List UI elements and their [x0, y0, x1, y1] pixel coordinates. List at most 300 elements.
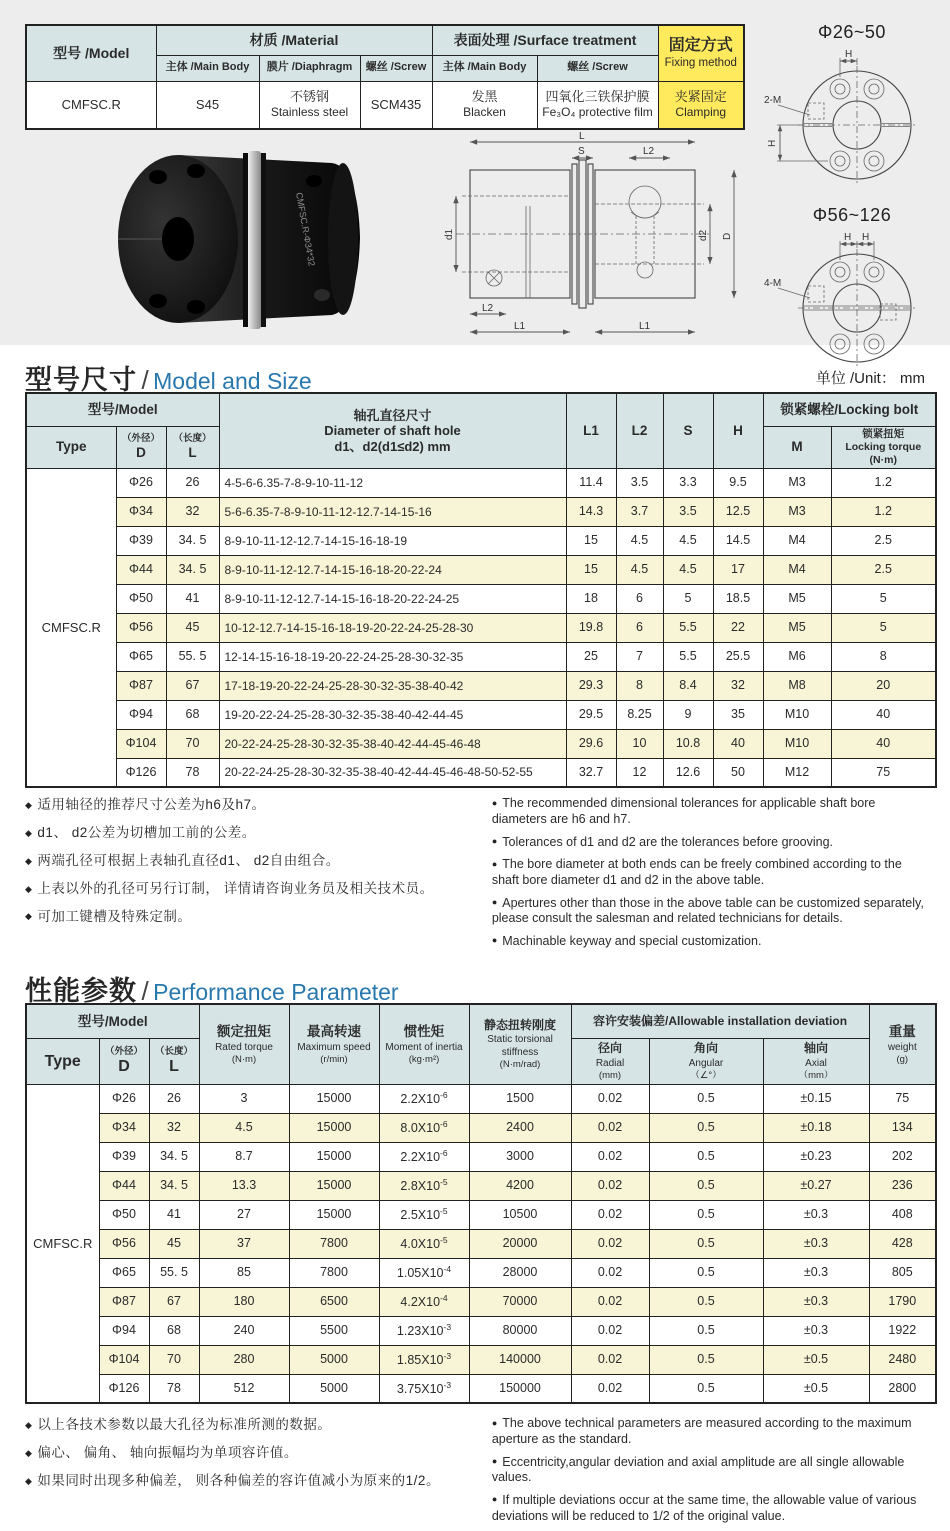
cell-length: 45 [149, 1229, 199, 1258]
cell-radial: 0.02 [571, 1084, 649, 1113]
table-row [26, 729, 936, 758]
cell-max-speed: 15000 [289, 1113, 379, 1142]
cell-rated-torque: 4.5 [199, 1113, 289, 1142]
cell-inertia: $2.8X10^{-5}$ [379, 1171, 469, 1200]
spec-surface-main-value: 发黑 Blacken [432, 81, 537, 129]
table-row [26, 1345, 936, 1374]
cell-radial: 0.02 [571, 1374, 649, 1403]
cell-M: M3 [763, 468, 831, 497]
col-deviation-group: 容许安装偏差/Allowable installation deviation [571, 1004, 869, 1038]
note-item: ● Tolerances of d1 and d2 are the tolerances before grooving. [491, 834, 834, 849]
cell-axial: ±0.5 [763, 1374, 869, 1403]
cell-axial: ±0.3 [763, 1258, 869, 1287]
cell-M: M4 [763, 526, 831, 555]
front-view-small [762, 22, 942, 200]
cell-weight: 134 [869, 1113, 936, 1142]
dim-D: D [722, 232, 733, 240]
cell-stiffness: 20000 [469, 1229, 571, 1258]
cell-L2: 4.5 [616, 526, 663, 555]
cell-locking-torque: 5 [831, 584, 936, 613]
cell-shaft-holes: 8-9-10-11-12-12.7-14-15-16-18-19 [219, 526, 566, 555]
cell-H: 25.5 [713, 642, 763, 671]
cell-shaft-holes: 8-9-10-11-12-12.7-14-15-16-18-20-22-24-25 [219, 584, 566, 613]
cell-angular: 0.5 [649, 1287, 763, 1316]
table-row [26, 497, 936, 526]
cell-inertia: $3.75X10^{-3}$ [379, 1374, 469, 1403]
table-row [26, 468, 936, 497]
col-S: S [663, 393, 713, 468]
table-row [26, 642, 936, 671]
cell-weight: 75 [869, 1084, 936, 1113]
bullet-icon: ◆ [25, 1419, 33, 1430]
table-row [26, 1084, 936, 1113]
dim-L2-top: L2 [643, 146, 655, 157]
cell-M: M5 [763, 584, 831, 613]
cell-H: 22 [713, 613, 763, 642]
cell-outer-diameter: Φ34 [99, 1113, 149, 1142]
bullet-icon: ◆ [25, 911, 33, 922]
col-type: Type [26, 426, 116, 468]
cell-L2: 8 [616, 671, 663, 700]
cell-shaft-holes: 12-14-15-16-18-19-20-22-24-25-28-30-32-35 [219, 642, 566, 671]
unit-label: 单位 /Unit： mm [815, 370, 925, 387]
cell-stiffness: 3000 [469, 1142, 571, 1171]
cell-outer-diameter: Φ94 [116, 700, 166, 729]
note-item: ● Apertures other than those in the above table can be customized separately, please consult the salesman and related technicians for details. [491, 895, 924, 926]
bullet-icon: ◆ [25, 827, 33, 838]
cell-angular: 0.5 [649, 1171, 763, 1200]
cell-L1: 19.8 [566, 613, 616, 642]
cell-L1: 14.3 [566, 497, 616, 526]
heading-en: Model and Size [153, 368, 312, 394]
cell-radial: 0.02 [571, 1229, 649, 1258]
cell-shaft-holes: 8-9-10-11-12-12.7-14-15-16-18-20-22-24 [219, 555, 566, 584]
col-length: （长度） L [166, 426, 219, 468]
table-row [26, 1316, 936, 1345]
spec-subheader-surface-screw: 螺丝 /Screw [537, 55, 658, 81]
table-row [26, 700, 936, 729]
cell-radial: 0.02 [571, 1345, 649, 1374]
cell-M: M3 [763, 497, 831, 526]
cell-max-speed: 15000 [289, 1084, 379, 1113]
cell-inertia: $1.85X10^{-3}$ [379, 1345, 469, 1374]
cell-length: 26 [166, 468, 219, 497]
cell-outer-diameter: Φ104 [116, 729, 166, 758]
cell-inertia: $8.0X10^{-6}$ [379, 1113, 469, 1142]
cell-angular: 0.5 [649, 1229, 763, 1258]
cell-axial: ±0.15 [763, 1084, 869, 1113]
cell-H: 32 [713, 671, 763, 700]
cell-radial: 0.02 [571, 1171, 649, 1200]
cell-shaft-holes: 4-5-6-6.35-7-8-9-10-11-12 [219, 468, 566, 497]
note-item: ● If multiple deviations occur at the same time, the allowable value of various deviations will be reduced to 1/2 of the original value. [491, 1492, 917, 1523]
table-row [26, 1374, 936, 1403]
bullet-icon: ◆ [25, 799, 33, 810]
bullet-icon: ● [491, 1417, 498, 1428]
cell-L1: 15 [566, 526, 616, 555]
dim-L1-left: L1 [514, 321, 526, 332]
cell-L2: 7 [616, 642, 663, 671]
bullet-icon: ● [491, 797, 498, 808]
cell-S: 5 [663, 584, 713, 613]
cell-L2: 3.5 [616, 468, 663, 497]
col-angular: 角向 Angular （∠°） [649, 1038, 763, 1084]
note-item: ◆ 以上各技术参数以最大孔径为标准所测的数据。 [25, 1417, 332, 1433]
cell-L1: 11.4 [566, 468, 616, 497]
cell-outer-diameter: Φ50 [116, 584, 166, 613]
dim-S: S [578, 146, 585, 157]
cell-L1: 29.5 [566, 700, 616, 729]
cell-L1: 29.3 [566, 671, 616, 700]
cell-inertia: $4.2X10^{-4}$ [379, 1287, 469, 1316]
cell-axial: ±0.5 [763, 1345, 869, 1374]
product-photo [100, 133, 400, 350]
cell-inertia: $2.5X10^{-5}$ [379, 1200, 469, 1229]
col-M: M [763, 426, 831, 468]
cell-length: 34. 5 [149, 1171, 199, 1200]
col-rated-torque: 额定扭矩 Rated torque (N·m) [199, 1004, 289, 1084]
cell-S: 9 [663, 700, 713, 729]
size-notes-zh [25, 796, 492, 956]
note-item: ● The bore diameter at both ends can be freely combined according to the shaft bore diameter d1 and d2 in the above table. [491, 857, 902, 887]
cell-locking-torque: 75 [831, 758, 936, 787]
note-item: ● The recommended dimensional tolerances for applicable shaft bore diameters are h6 and h7. [491, 796, 876, 826]
side-view-drawing [438, 128, 758, 349]
cell-L2: 6 [616, 613, 663, 642]
cell-outer-diameter: Φ126 [116, 758, 166, 787]
cell-H: 17 [713, 555, 763, 584]
cell-locking-torque: 8 [831, 642, 936, 671]
cell-max-speed: 15000 [289, 1142, 379, 1171]
fixing-method-label-en: Fixing method [664, 57, 737, 70]
cell-outer-diameter: Φ39 [99, 1142, 149, 1171]
cell-radial: 0.02 [571, 1200, 649, 1229]
cell-length: 32 [149, 1113, 199, 1142]
cell-max-speed: 6500 [289, 1287, 379, 1316]
cell-length: 26 [149, 1084, 199, 1113]
cell-shaft-holes: 19-20-22-24-25-28-30-32-35-38-40-42-44-45 [219, 700, 566, 729]
cell-S: 4.5 [663, 526, 713, 555]
performance-notes-en [492, 1416, 925, 1531]
cell-max-speed: 7800 [289, 1258, 379, 1287]
cell-L1: 25 [566, 642, 616, 671]
cell-stiffness: 1500 [469, 1084, 571, 1113]
cell-weight: 428 [869, 1229, 936, 1258]
cell-shaft-holes: 5-6-6.35-7-8-9-10-11-12-12.7-14-15-16 [219, 497, 566, 526]
cell-S: 4.5 [663, 555, 713, 584]
col-L2: L2 [616, 393, 663, 468]
model-type-cell: CMFSC.R [26, 1084, 99, 1403]
performance-notes [25, 1416, 925, 1531]
cell-locking-torque: 40 [831, 700, 936, 729]
cell-outer-diameter: Φ50 [99, 1200, 149, 1229]
note-item: ◆ 可加工键槽及特殊定制。 [25, 908, 192, 924]
performance-notes-zh [25, 1416, 492, 1531]
table-row [26, 1229, 936, 1258]
cell-outer-diameter: Φ56 [99, 1229, 149, 1258]
bullet-icon: ● [491, 897, 498, 907]
cell-L1: 18 [566, 584, 616, 613]
cell-L2: 12 [616, 758, 663, 787]
cell-rated-torque: 180 [199, 1287, 289, 1316]
cell-length: 70 [149, 1345, 199, 1374]
cell-outer-diameter: Φ39 [116, 526, 166, 555]
note-item: ◆ 适用轴径的推荐尺寸公差为h6及h7。 [25, 797, 266, 813]
cell-inertia: $2.2X10^{-6}$ [379, 1084, 469, 1113]
spec-fixing-value: 夹紧固定 Clamping [658, 81, 744, 129]
cell-rated-torque: 512 [199, 1374, 289, 1403]
col-outer-diameter: （外径） D [116, 426, 166, 468]
table-row [26, 1142, 936, 1171]
cell-stiffness: 140000 [469, 1345, 571, 1374]
cell-axial: ±0.18 [763, 1113, 869, 1142]
col-inertia: 惯性矩 Moment of inertia (kg·m²) [379, 1004, 469, 1084]
cell-max-speed: 5000 [289, 1374, 379, 1403]
cell-max-speed: 5000 [289, 1345, 379, 1374]
cell-L1: 15 [566, 555, 616, 584]
bullet-icon: ● [491, 1456, 498, 1467]
cell-H: 50 [713, 758, 763, 787]
note-item: ● Machinable keyway and special customization. [491, 933, 762, 948]
model-size-heading [25, 345, 925, 395]
cell-rated-torque: 8.7 [199, 1142, 289, 1171]
spec-subheader-main-body: 主体 /Main Body [156, 55, 259, 81]
note-item: ◆ 偏心、 偏角、 轴向振幅均为单项容许值。 [25, 1445, 298, 1461]
bullet-icon: ◆ [25, 855, 33, 866]
fixing-method-label-zh: 固定方式 [668, 37, 733, 55]
cell-length: 45 [166, 613, 219, 642]
cell-outer-diameter: Φ65 [116, 642, 166, 671]
table-row [26, 1200, 936, 1229]
col-weight: 重量 weight (g) [869, 1004, 936, 1084]
spec-diaphragm-value: 不锈钢 Stainless steel [259, 81, 360, 129]
cell-rated-torque: 13.3 [199, 1171, 289, 1200]
cell-locking-torque: 1.2 [831, 497, 936, 526]
col-model-group: 型号/Model [26, 1004, 199, 1038]
cell-M: M10 [763, 729, 831, 758]
cell-shaft-holes: 20-22-24-25-28-30-32-35-38-40-42-44-45-46-48-50-52-55 [219, 758, 566, 787]
col-max-speed: 最高转速 Maximum speed (r/min) [289, 1004, 379, 1084]
table-row [26, 1287, 936, 1316]
cell-angular: 0.5 [649, 1200, 763, 1229]
col-L1: L1 [566, 393, 616, 468]
cell-length: 78 [149, 1374, 199, 1403]
cell-outer-diameter: Φ94 [99, 1316, 149, 1345]
cell-L1: 29.6 [566, 729, 616, 758]
spec-subheader-diaphragm: 膜片 /Diaphragm [259, 55, 360, 81]
col-shaft-hole: 轴孔直径尺寸 Diameter of shaft hole d1、d2(d1≤d2) mm [219, 393, 566, 468]
cell-axial: ±0.3 [763, 1287, 869, 1316]
cell-rated-torque: 27 [199, 1200, 289, 1229]
heading-slash: / [141, 976, 149, 1007]
col-axial: 轴向 Axial （mm） [763, 1038, 869, 1084]
cell-outer-diameter: Φ87 [116, 671, 166, 700]
cell-inertia: $4.0X10^{-5}$ [379, 1229, 469, 1258]
cell-angular: 0.5 [649, 1316, 763, 1345]
heading-en: Performance Parameter [153, 979, 399, 1006]
spec-main-body-value: S45 [156, 81, 259, 129]
heading-zh: 型号尺寸 [25, 365, 137, 395]
cell-H: 9.5 [713, 468, 763, 497]
col-type: Type [26, 1038, 99, 1084]
cell-length: 55. 5 [166, 642, 219, 671]
heading-slash: / [141, 365, 149, 395]
cell-radial: 0.02 [571, 1113, 649, 1142]
cell-stiffness: 70000 [469, 1287, 571, 1316]
cell-angular: 0.5 [649, 1258, 763, 1287]
cell-outer-diameter: Φ34 [116, 497, 166, 526]
cell-radial: 0.02 [571, 1287, 649, 1316]
spec-surface-header: 表面处理 /Surface treatment [432, 25, 658, 55]
cell-length: 41 [149, 1200, 199, 1229]
cell-outer-diameter: Φ44 [116, 555, 166, 584]
cell-weight: 2480 [869, 1345, 936, 1374]
cell-length: 70 [166, 729, 219, 758]
cell-L2: 10 [616, 729, 663, 758]
note-item: ● The above technical parameters are measured according to the maximum aperture as the standard. [491, 1416, 912, 1446]
spec-fixing-header [658, 25, 744, 81]
top-section [0, 0, 950, 345]
performance-heading [25, 956, 925, 1007]
cell-length: 68 [149, 1316, 199, 1345]
cell-H: 18.5 [713, 584, 763, 613]
dim-H-left: H [767, 139, 778, 147]
cell-length: 32 [166, 497, 219, 526]
cell-M: M4 [763, 555, 831, 584]
table-row [26, 526, 936, 555]
cell-shaft-holes: 10-12-12.7-14-15-16-18-19-20-22-24-25-28-30 [219, 613, 566, 642]
cell-angular: 0.5 [649, 1374, 763, 1403]
cell-L1: 32.7 [566, 758, 616, 787]
col-locking-torque: 锁紧扭矩 Locking torque (N·m) [831, 426, 936, 468]
cell-radial: 0.02 [571, 1142, 649, 1171]
cell-angular: 0.5 [649, 1142, 763, 1171]
cell-S: 8.4 [663, 671, 713, 700]
cell-max-speed: 15000 [289, 1171, 379, 1200]
cell-stiffness: 10500 [469, 1200, 571, 1229]
spec-data-row [26, 81, 744, 129]
cell-axial: ±0.27 [763, 1171, 869, 1200]
col-locking-bolt-group: 锁紧螺栓/Locking bolt [763, 393, 936, 426]
cell-weight: 202 [869, 1142, 936, 1171]
dim-L: L [579, 131, 585, 142]
cell-H: 35 [713, 700, 763, 729]
table-row [26, 584, 936, 613]
cell-S: 10.8 [663, 729, 713, 758]
bullet-icon: ◆ [25, 883, 33, 894]
cell-stiffness: 4200 [469, 1171, 571, 1200]
cell-inertia: $1.23X10^{-3}$ [379, 1316, 469, 1345]
cell-stiffness: 80000 [469, 1316, 571, 1345]
cell-locking-torque: 1.2 [831, 468, 936, 497]
spec-table [25, 24, 745, 130]
bolt-count-label: 2-M [764, 95, 782, 106]
note-item: ◆ 两端孔径可根据上表轴孔直径d1、 d2自由组合。 [25, 853, 340, 869]
cell-outer-diameter: Φ87 [99, 1287, 149, 1316]
cell-radial: 0.02 [571, 1258, 649, 1287]
cell-weight: 1922 [869, 1316, 936, 1345]
cell-H: 14.5 [713, 526, 763, 555]
performance-table [25, 1003, 937, 1404]
table-row [26, 1171, 936, 1200]
bullet-icon: ● [491, 858, 498, 869]
bullet-icon: ● [491, 1494, 498, 1505]
dim-d1: d1 [444, 228, 455, 240]
cell-S: 5.5 [663, 613, 713, 642]
cell-M: M6 [763, 642, 831, 671]
cell-L2: 8.25 [616, 700, 663, 729]
cell-M: M5 [763, 613, 831, 642]
cell-stiffness: 2400 [469, 1113, 571, 1142]
model-size-table [25, 392, 937, 788]
cell-inertia: $1.05X10^{-4}$ [379, 1258, 469, 1287]
cell-rated-torque: 280 [199, 1345, 289, 1374]
cell-shaft-holes: 17-18-19-20-22-24-25-28-30-32-35-38-40-42 [219, 671, 566, 700]
spec-material-header: 材质 /Material [156, 25, 432, 55]
cell-weight: 236 [869, 1171, 936, 1200]
cell-axial: ±0.3 [763, 1316, 869, 1345]
dim-L2-bottom: L2 [482, 303, 494, 314]
cell-weight: 2800 [869, 1374, 936, 1403]
cell-axial: ±0.3 [763, 1200, 869, 1229]
cell-length: 41 [166, 584, 219, 613]
cell-locking-torque: 2.5 [831, 526, 936, 555]
table-row [26, 555, 936, 584]
cell-length: 55. 5 [149, 1258, 199, 1287]
cell-M: M10 [763, 700, 831, 729]
cell-length: 34. 5 [166, 555, 219, 584]
cell-S: 5.5 [663, 642, 713, 671]
cell-length: 34. 5 [166, 526, 219, 555]
spec-model-header: 型号 /Model [26, 25, 156, 81]
cell-outer-diameter: Φ26 [99, 1084, 149, 1113]
table-row [26, 613, 936, 642]
cell-S: 12.6 [663, 758, 713, 787]
table-row [26, 758, 936, 787]
cell-length: 67 [149, 1287, 199, 1316]
cell-locking-torque: 20 [831, 671, 936, 700]
front-view-small-title: Φ26~50 [818, 22, 886, 42]
cell-locking-torque: 5 [831, 613, 936, 642]
cell-rated-torque: 3 [199, 1084, 289, 1113]
note-item: ◆ d1、 d2公差为切槽加工前的公差。 [25, 825, 256, 841]
cell-outer-diameter: Φ65 [99, 1258, 149, 1287]
cell-L2: 3.7 [616, 497, 663, 526]
col-radial: 径向 Radial (mm) [571, 1038, 649, 1084]
col-length: （长度） L [149, 1038, 199, 1084]
table-row [26, 1113, 936, 1142]
cell-weight: 805 [869, 1258, 936, 1287]
cell-angular: 0.5 [649, 1113, 763, 1142]
cell-H: 12.5 [713, 497, 763, 526]
size-notes [25, 796, 925, 956]
cell-max-speed: 5500 [289, 1316, 379, 1345]
bullet-icon: ● [491, 836, 498, 847]
cell-S: 3.5 [663, 497, 713, 526]
cell-H: 40 [713, 729, 763, 758]
bullet-icon: ● [491, 935, 498, 946]
spec-screw-value: SCM435 [360, 81, 432, 129]
model-type-cell: CMFSC.R [26, 468, 116, 787]
col-stiffness: 静态扭转刚度 Static torsional stiffness (N·m/rad) [469, 1004, 571, 1084]
note-item: ◆ 如果同时出现多种偏差， 则各种偏差的容许值减小为原来的1/2。 [25, 1473, 440, 1489]
note-item: ◆ 上表以外的孔径可另行订制， 详情请咨询业务员及相关技术员。 [25, 881, 434, 897]
cell-axial: ±0.3 [763, 1229, 869, 1258]
dim-H-right-top: H [862, 232, 870, 243]
dim-H-left-top: H [844, 232, 852, 243]
cell-outer-diameter: Φ126 [99, 1374, 149, 1403]
col-model-group: 型号/Model [26, 393, 219, 426]
